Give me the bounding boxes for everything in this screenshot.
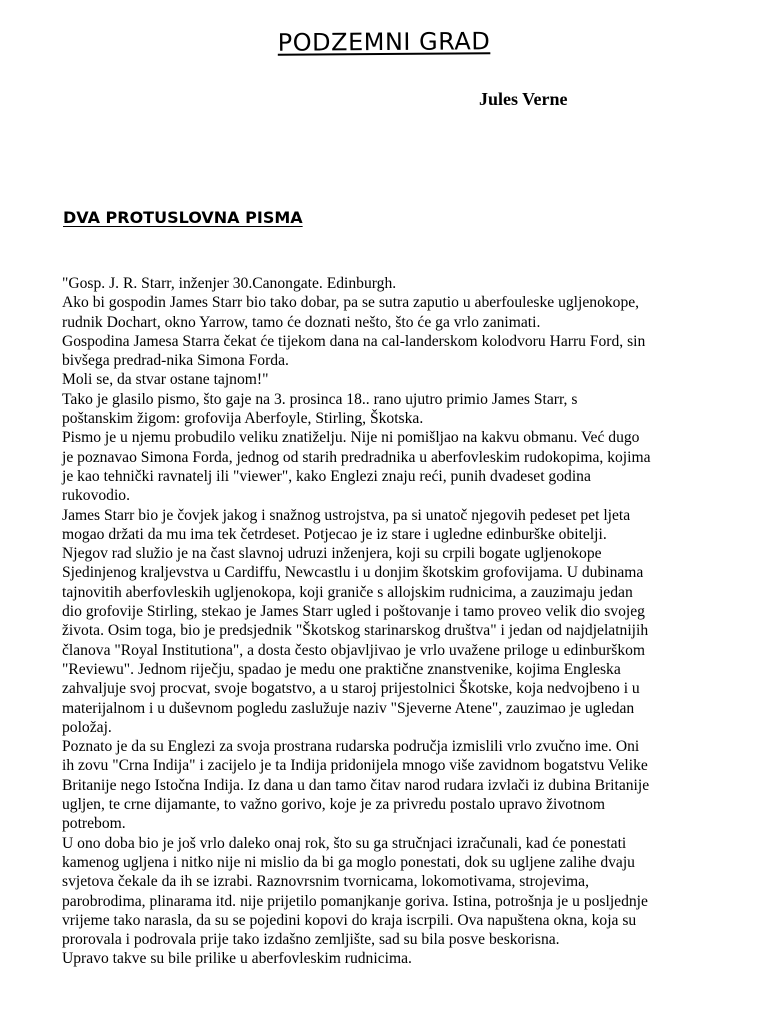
- text-line: materijalnom i u duševnom pogledu zaslužuje naziv "Sjeverne Atene", zauzimao je ugledan: [62, 699, 635, 717]
- text-line: ih zovu "Crna Indija" i zacijelo je ta Indija pridonijela mnogo više zavidnom bogatstvu Velike: [62, 757, 648, 775]
- text-line: Ako bi gospodin James Starr bio tako dobar, pa se sutra zaputio u aberfouleske ugljenokope,: [62, 294, 640, 312]
- text-line: je poznavao Simona Forda, jednog od starih predradnika u aberfovleskim rudokopima, kojima: [62, 448, 651, 466]
- text-line: zahvaljuje svoj procvat, svoje bogatstvo, a u staroj prijestolnici Škotske, koja nedvojbeno i u: [62, 680, 640, 698]
- text-line: ugljen, te crne dijamante, to važno gorivo, koje je za privredu postalo upravo životnom: [62, 796, 606, 814]
- text-line: položaj.: [62, 718, 112, 736]
- text-line: "Reviewu". Jednom riječju, spadao je medu one praktične znanstvenike, kojima Engleska: [62, 660, 621, 678]
- text-line: bivšega predrad-nika Simona Forda.: [62, 352, 289, 370]
- text-line: tajnovitih aberfovleskih ugljenokopa, koji graniče s allojskim rudnicima, a zauzimaju jedan: [62, 583, 633, 601]
- text-line: članova "Royal Institutiona", a dosta često objavljivao je vrlo uvažene priloge u edinburškom: [62, 641, 646, 659]
- text-line: vrijeme tako narasla, da su se pojedini kopovi do kraja iscrpili. Ova napuštena okna, koja su: [62, 911, 637, 929]
- chapter-heading: DVA PROTUSLOVNA PISMA: [63, 208, 303, 227]
- text-line: je kao tehnički ravnatelj ili "viewer", kako Englezi znaju reći, punih dvadeset godina: [62, 467, 591, 485]
- text-line: prorovala i podrovala prije tako izdašno zemljište, sad su bila posve beskorisna.: [62, 931, 560, 949]
- text-line: "Gosp. J. R. Starr, inženjer 30.Canongate. Edinburgh.: [62, 275, 397, 292]
- author-name: Jules Verne: [479, 89, 568, 109]
- text-line: Sjedinjenog kraljevstva u Cardiffu, Newcastlu i u donjim škotskim grofovijama. U dubinama: [62, 564, 644, 582]
- text-line: rukovodio.: [62, 487, 131, 505]
- text-line: Upravo takve su bile prilike u aberfovleskim rudnicima.: [62, 950, 412, 968]
- text-line: poštanskim žigom: grofovija Aberfoyle, Stirling, Škotska.: [62, 410, 424, 428]
- page-title: PODZEMNI GRAD: [277, 27, 491, 57]
- text-line: svjetova čekale da ih se izrabi. Raznovrsnim tvornicama, lokomotivama, strojevima,: [62, 873, 589, 891]
- text-line: kamenog ugljena i nitko nije ni mislio da bi ga moglo ponestati, dok su ugljene zalihe dvaju: [62, 853, 635, 871]
- text-line: rudnik Dochart, okno Yarrow, tamo će doznati nešto, što će ga vrlo zanimati.: [62, 313, 541, 331]
- text-line: mogao držati da mu ima tek četrdeset. Potjecao je iz stare i ugledne edinburške obitelji.: [62, 525, 607, 543]
- text-line: Britanije nego Istočna Indija. Iz dana u dan tamo čitav narod rudara izvlači iz dubina Britanije: [62, 776, 650, 794]
- text-line: dio grofovije Stirling, stekao je James Starr ugled i poštovanje i tamo proveo velik dio svojeg: [62, 603, 645, 621]
- text-line: života. Osim toga, bio je predsjednik "Škotskog starinarskog društva" i jedan od najdjelatnijih: [62, 622, 649, 640]
- text-line: Pismo je u njemu probudilo veliku znatiželju. Nije ni pomišljao na kakvu obmanu. Već dugo: [62, 429, 640, 447]
- text-line: James Starr bio je čovjek jakog i snažnog ustrojstva, pa si unatoč njegovih pedeset pet ljeta: [62, 506, 631, 524]
- text-line: parobrodima, plinarama itd. nije prijetilo pomanjkanje goriva. Istina, potrošnja je u posljednje: [62, 892, 648, 910]
- text-line: Gospodina Jamesa Starra čekat će tijekom dana na cal-landerskom kolodvoru Harru Ford, sin: [62, 332, 646, 350]
- text-line: potrebom.: [62, 815, 126, 833]
- text-line: U ono doba bio je još vrlo daleko onaj rok, što su ga stručnjaci izračunali, kad će ponestati: [62, 834, 627, 852]
- text-line: Moli se, da stvar ostane tajnom!": [62, 371, 269, 389]
- text-line: Tako je glasilo pismo, što gaje na 3. prosinca 18.. rano ujutro primio James Starr, s: [62, 390, 578, 408]
- text-line: Njegov rad služio je na čast slavnoj udruzi inženjera, koji su crpili bogate ugljenokope: [62, 545, 602, 563]
- body-text: [62, 274, 712, 969]
- text-line: Poznato je da su Englezi za svoja prostrana rudarska područja izmislili vrlo zvučno ime. Oni: [62, 738, 640, 756]
